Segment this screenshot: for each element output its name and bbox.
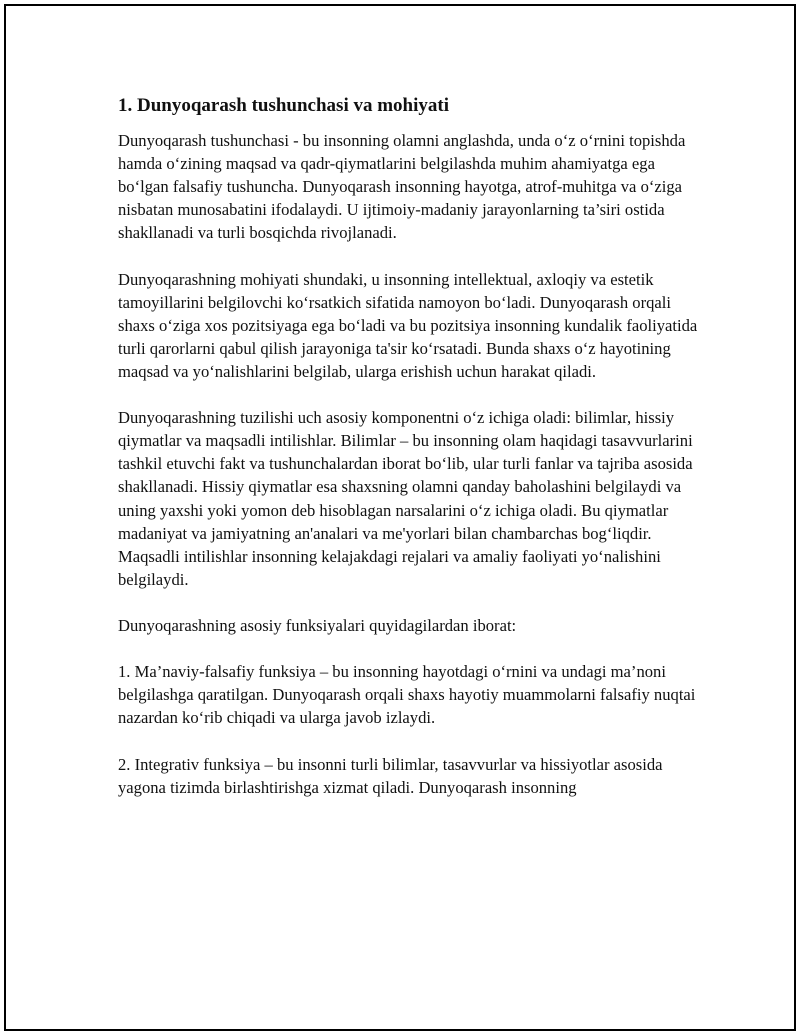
paragraph-function-2: 2. Integrativ funksiya – bu insonni turli bilimlar, tasavvurlar va hissiyotlar asosida yagona tizimda birlashtirishga xizmat qiladi. Dunyoqarash insonning — [118, 754, 663, 797]
document-page — [4, 4, 796, 1031]
paragraph-essence: Dunyoqarashning mohiyati shundaki, u insonning intellektual, axloqiy va estetik tamoyillarini belgilovchi ko‘rsatkich sifatida namoyon bo‘ladi. Dunyoqarash orqali shaxs o‘ziga xos pozitsiyaga ega bo‘ladi va bu pozitsiya insonning kundalik faoliyatida turli qarorlarni qabul qilish jarayoniga ta'sir ko‘rsatadi. Bunda shaxs o‘z hayotining maqsad va yo‘nalishlarini belgilab, ularga erishish uchun harakat qiladi. — [118, 269, 698, 381]
section-heading: 1. Dunyoqarash tushunchasi va mohiyati — [118, 95, 450, 116]
paragraph-functions-intro: Dunyoqarashning asosiy funksiyalari quyidagilardan iborat: — [118, 615, 517, 635]
paragraph-structure: Dunyoqarashning tuzilishi uch asosiy komponentni o‘z ichiga oladi: bilimlar, hissiy qiymatlar va maqsadli intilishlar. Bilimlar – bu insonning olam haqidagi tasavvurlarini tashkil etuvchi fakt va tushunchalardan iborat bo‘lib, ular turli fanlar va tajriba asosida shakllanadi. Hissiy qiymatlar esa shaxsning olamni qanday baholashini belgilaydi va uning yaxshi yoki yomon deb hisoblagan narsalarini o‘z ichiga oladi. Bu qiymatlar madaniyat va jamiyatning an'analari va me'yorlari bilan chambarchas bog‘liqdir. Maqsadli intilishlar insonning kelajakdagi rejalari va amaliy faoliyati yo‘nalishini belgilaydi. — [118, 408, 693, 589]
paragraph-function-1: 1. Ma’naviy-falsafiy funksiya – bu insonning hayotdagi o‘rnini va undagi ma’noni belgilashga qaratilgan. Dunyoqarash orqali shaxs hayotiy muammolarni falsafiy nuqtai nazardan ko‘rib chiqadi va ularga javob izlaydi. — [118, 662, 696, 728]
document-body — [118, 94, 698, 822]
paragraph-definition: Dunyoqarash tushunchasi - bu insonning olamni anglashda, unda o‘z o‘rnini topishda hamda o‘zining maqsad va qadr-qiymatlarini belgilashda muhim ahamiyatga ega bo‘lgan falsafiy tushuncha. Dunyoqarash insonning hayotga, atrof-muhitga va o‘ziga nisbatan munosabatini ifodalaydi. U ijtimoiy-madaniy jarayonlarning ta’siri ostida shakllanadi va turli bosqichda rivojlanadi. — [118, 131, 686, 243]
